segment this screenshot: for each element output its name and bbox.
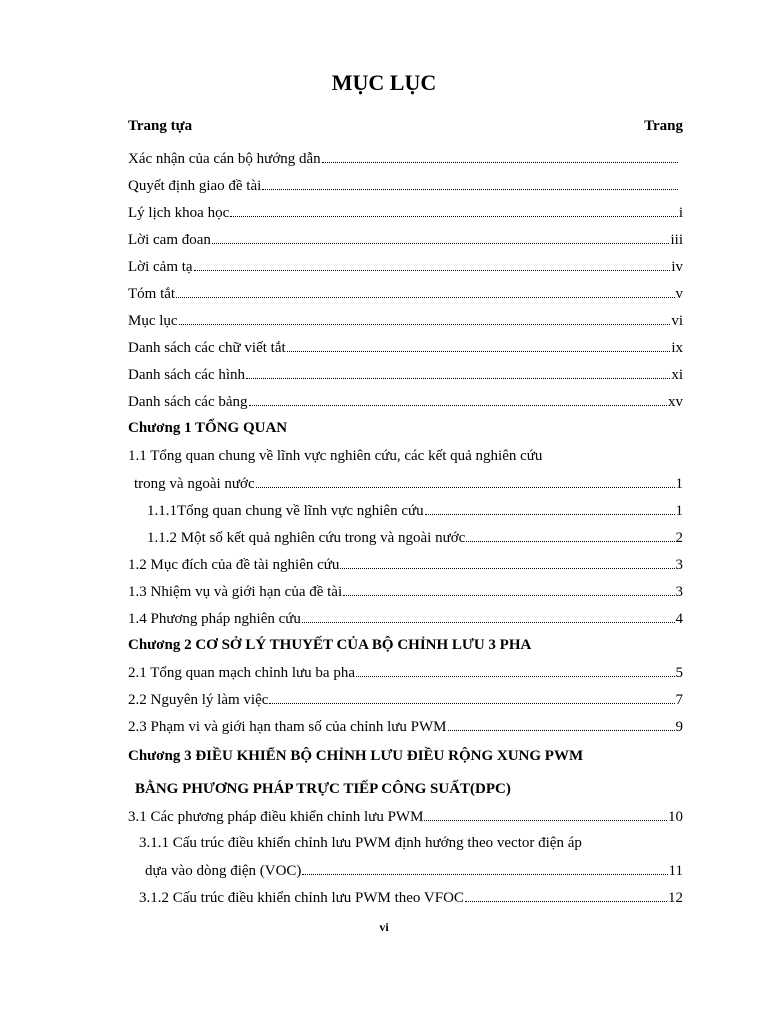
- toc-leader-dots: [230, 202, 678, 217]
- toc-entry: [128, 554, 683, 574]
- toc-entry-label: Xác nhận của cán bộ hướng dẫn: [128, 151, 321, 167]
- toc-leader-dots: [269, 689, 674, 704]
- toc-entry-page: 9: [675, 719, 683, 735]
- toc-entry-label: Lời cam đoan: [128, 232, 211, 248]
- toc-entry-page: 1: [675, 503, 683, 519]
- toc-entry-label: 1.1.1Tổng quan chung về lĩnh vực nghiên cứu: [147, 503, 424, 519]
- toc-entry-page: 12: [668, 890, 683, 906]
- toc-entry: [128, 662, 683, 682]
- toc-leader-dots: [448, 716, 675, 731]
- toc-header-left: Trang tựa: [128, 118, 193, 134]
- chapter-heading: Chương 2 CƠ SỞ LÝ THUYẾT CỦA BỘ CHỈNH LƯU 3 PHA: [128, 637, 532, 653]
- toc-entry: [128, 391, 683, 411]
- toc-entry-page: xi: [671, 367, 683, 383]
- toc-entry: [128, 148, 683, 168]
- toc-entry-label: dựa vào dòng điện (VOC): [145, 863, 302, 879]
- toc-leader-dots: [466, 527, 674, 542]
- toc-entry-page: iii: [670, 232, 683, 248]
- toc-entry-label: 3.1 Các phương pháp điều khiển chỉnh lưu PWM: [128, 809, 424, 825]
- toc-entry-label: 2.3 Phạm vi và giới hạn tham số của chỉnh lưu PWM: [128, 719, 447, 735]
- chapter-heading: Chương 1 TỔNG QUAN: [128, 420, 288, 436]
- toc-entry-label: Mục lục: [128, 313, 178, 329]
- toc-entry-label: 1.1 Tổng quan chung về lĩnh vực nghiên cứu, các kết quả nghiên cứu: [128, 448, 543, 464]
- toc-leader-dots: [340, 554, 674, 569]
- toc-leader-dots: [302, 860, 667, 875]
- toc-entry-label: Danh sách các hình: [128, 367, 246, 383]
- toc-entry: [128, 310, 683, 330]
- toc-entry-page: v: [675, 286, 683, 302]
- toc-entry-label: Danh sách các bảng: [128, 394, 248, 410]
- toc-leader-dots: [179, 310, 671, 325]
- toc-leader-dots: [249, 391, 667, 406]
- toc-entry: [147, 500, 683, 520]
- toc-entry: [128, 364, 683, 384]
- toc-entry: [139, 887, 683, 907]
- toc-entry-page: 7: [675, 692, 683, 708]
- toc-entry-page: ix: [671, 340, 683, 356]
- toc-entry-label: 3.1.1 Cấu trúc điều khiển chỉnh lưu PWM định hướng theo vector điện áp: [139, 835, 582, 851]
- toc-entry-page: 5: [675, 665, 683, 681]
- toc-entry: [128, 806, 683, 826]
- toc-entry-page: 10: [668, 809, 683, 825]
- toc-leader-dots: [262, 175, 678, 190]
- toc-entry: [128, 283, 683, 303]
- toc-entry: [128, 337, 683, 357]
- toc-entry-label: 2.2 Nguyên lý làm việc: [128, 692, 269, 708]
- toc-entry-page: 4: [675, 611, 683, 627]
- chapter-heading-cont: BẰNG PHƯƠNG PHÁP TRỰC TIẾP CÔNG SUẤT(DPC): [135, 781, 511, 797]
- toc-leader-dots: [343, 581, 674, 596]
- toc-entry-page: 3: [675, 557, 683, 573]
- toc-leader-dots: [356, 662, 675, 677]
- toc-header: [128, 118, 683, 138]
- toc-entry-label: 1.4 Phương pháp nghiên cứu: [128, 611, 301, 627]
- toc-entry: [128, 689, 683, 709]
- toc-entry: [128, 229, 683, 249]
- toc-entry: [145, 860, 683, 880]
- toc-leader-dots: [302, 608, 675, 623]
- toc-leader-dots: [425, 500, 675, 515]
- toc-leader-dots: [246, 364, 670, 379]
- toc-entry-label: Tóm tắt: [128, 286, 176, 302]
- toc-entry-label: Lời cảm tạ: [128, 259, 193, 275]
- toc-leader-dots: [322, 148, 678, 163]
- toc-entry-page: 3: [675, 584, 683, 600]
- toc-entry-label: Lý lịch khoa học: [128, 205, 230, 221]
- toc-entry-page: 2: [675, 530, 683, 546]
- toc-entry: [128, 608, 683, 628]
- toc-entry: [128, 581, 683, 601]
- toc-leader-dots: [176, 283, 674, 298]
- toc-entry-page: i: [678, 205, 683, 221]
- chapter-heading: Chương 3 ĐIỀU KHIỂN BỘ CHỈNH LƯU ĐIỀU RỘNG XUNG PWM: [128, 748, 584, 764]
- toc-entry-label: trong và ngoài nước: [134, 476, 255, 492]
- toc-header-right: Trang: [644, 118, 683, 134]
- toc-leader-dots: [212, 229, 670, 244]
- toc-entry-label: Quyết định giao đề tài: [128, 178, 262, 194]
- toc-entry: [147, 527, 683, 547]
- toc-entry-label: 1.2 Mục đích của đề tài nghiên cứu: [128, 557, 340, 573]
- toc-leader-dots: [256, 473, 675, 488]
- toc-entry-page: xv: [668, 394, 683, 410]
- toc-entry: [134, 473, 683, 493]
- toc-leader-dots: [465, 887, 667, 902]
- toc-entry-label: 1.3 Nhiệm vụ và giới hạn của đề tài: [128, 584, 343, 600]
- toc-entry: [128, 256, 683, 276]
- toc-entry-page: vi: [671, 313, 683, 329]
- toc-entry: [128, 202, 683, 222]
- toc-entry-label: 3.1.2 Cấu trúc điều khiển chỉnh lưu PWM theo VFOC: [139, 890, 464, 906]
- toc-entry-label: 1.1.2 Một số kết quả nghiên cứu trong và ngoài nước: [147, 530, 466, 546]
- toc-entry-label: 2.1 Tổng quan mạch chỉnh lưu ba pha: [128, 665, 355, 681]
- toc-entry: [128, 716, 683, 736]
- page-number: vi: [379, 920, 389, 934]
- toc-entry: [128, 175, 683, 195]
- toc-leader-dots: [424, 806, 667, 821]
- toc-entry-page: iv: [671, 259, 683, 275]
- toc-entry-label: Danh sách các chữ viết tắt: [128, 340, 286, 356]
- toc-leader-dots: [194, 256, 671, 271]
- toc-leader-dots: [287, 337, 671, 352]
- page-title: MỤC LỤC: [331, 70, 437, 95]
- toc-entry-page: 11: [668, 863, 683, 879]
- toc-entry-page: 1: [675, 476, 683, 492]
